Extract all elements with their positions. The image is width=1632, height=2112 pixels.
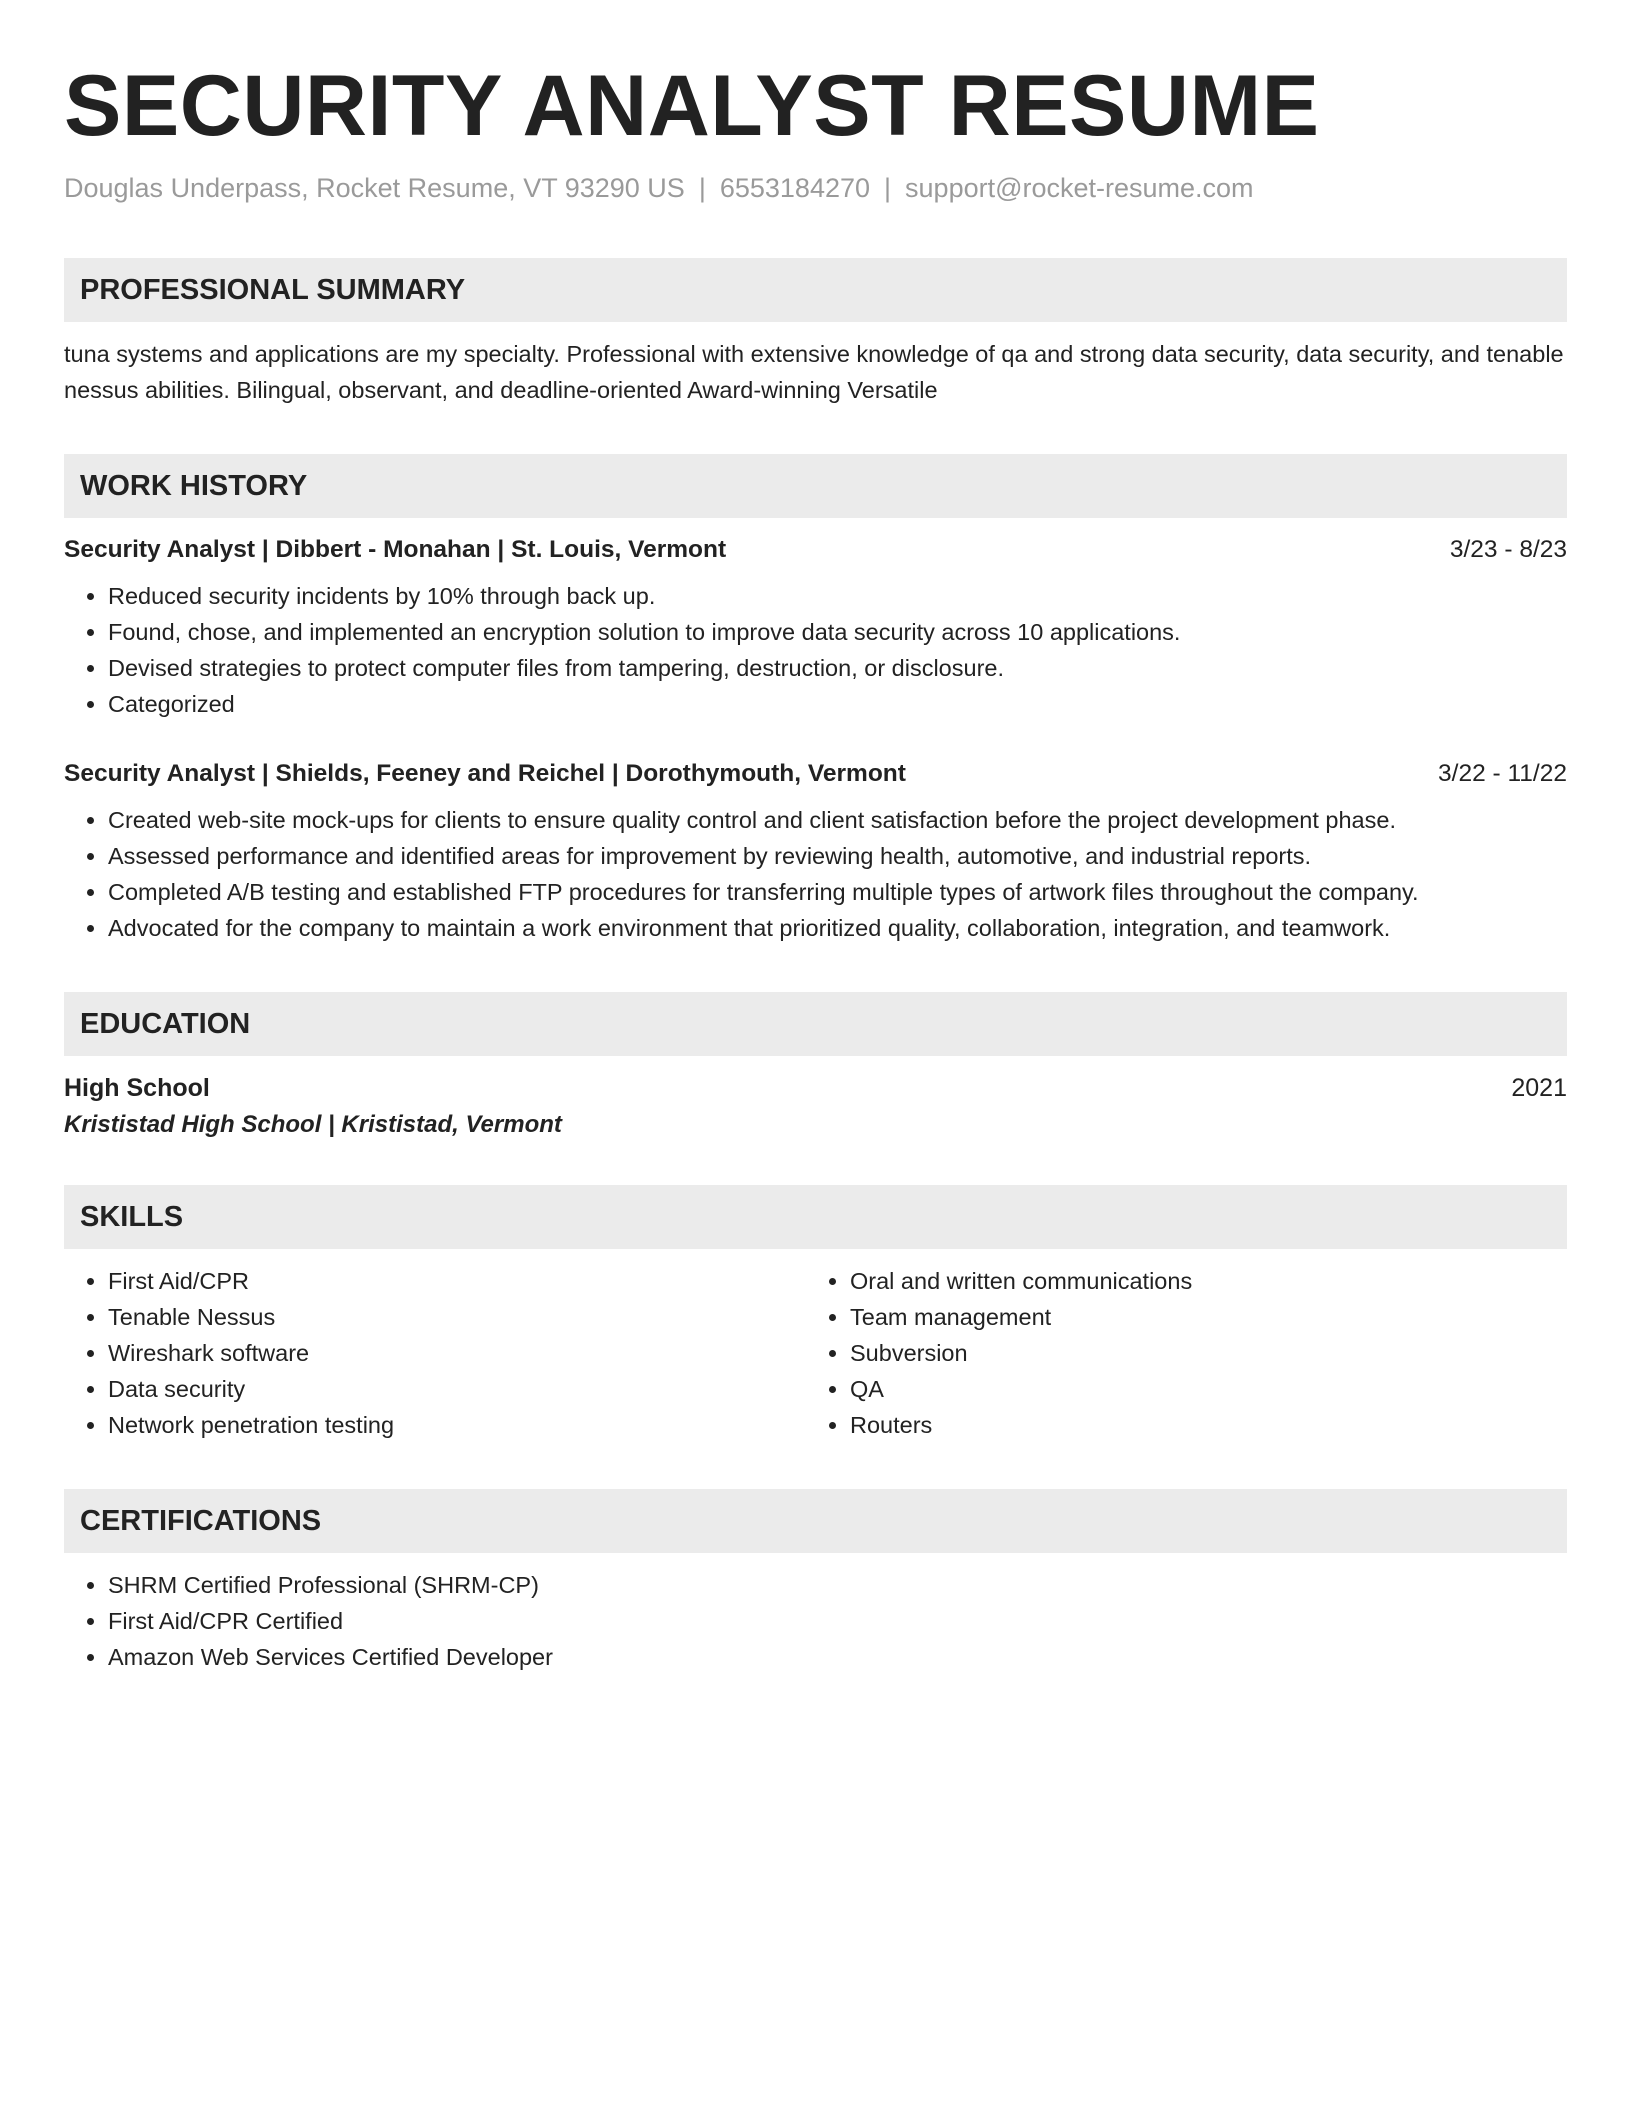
skill-item: • First Aid/CPR xyxy=(108,1263,806,1299)
contact-email: support@rocket-resume.com xyxy=(905,173,1254,203)
contact-phone: 6553184270 xyxy=(719,173,871,203)
skill-item: • Wireshark software xyxy=(108,1335,806,1371)
contact-separator: | xyxy=(698,173,706,203)
job-header xyxy=(64,536,1567,564)
contact-separator: | xyxy=(884,173,892,203)
skill-item: • Team management xyxy=(850,1299,1548,1335)
job-bullet: • Found, chose, and implemented an encryption solution to improve data security across 10 applications. xyxy=(108,614,1567,650)
skill-item: • Data security xyxy=(108,1371,806,1407)
education-school: Krististad High School | Krististad, Vermont xyxy=(64,1111,562,1138)
job-bullet: • Assessed performance and identified areas for improvement by reviewing health, automotive, and industrial reports. xyxy=(108,838,1567,874)
skills-list-left xyxy=(64,1263,806,1443)
job-bullet: • Created web-site mock-ups for clients to ensure quality control and client satisfaction before the project development phase. xyxy=(108,802,1567,838)
certification-item: • SHRM Certified Professional (SHRM-CP) xyxy=(108,1567,1567,1603)
resume-title: SECURITY ANALYST RESUME xyxy=(64,58,1320,154)
skills-grid xyxy=(64,1263,1567,1443)
job-bullet-list xyxy=(64,802,1567,946)
education-degree: High School xyxy=(64,1074,210,1102)
job-bullet: • Advocated for the company to maintain a work environment that prioritized quality, collaboration, integration, and teamwork. xyxy=(108,910,1567,946)
job-title: Security Analyst | Dibbert - Monahan | St. Louis, Vermont xyxy=(64,536,727,563)
skills-list-right xyxy=(806,1263,1548,1443)
job-bullet: • Completed A/B testing and established FTP procedures for transferring multiple types of artwork files throughout the company. xyxy=(108,874,1567,910)
job-dates: 3/23 - 8/23 xyxy=(1449,536,1567,563)
certification-item: • Amazon Web Services Certified Developer xyxy=(108,1639,1567,1675)
certifications-list xyxy=(64,1567,1567,1675)
contact-address: Douglas Underpass, Rocket Resume, VT 93290 US xyxy=(64,173,685,203)
job-header xyxy=(64,760,1567,788)
skill-item: • Subversion xyxy=(850,1335,1548,1371)
education-year: 2021 xyxy=(1511,1074,1567,1102)
job-bullet: • Reduced security incidents by 10% through back up. xyxy=(108,578,1567,614)
job-bullet-list xyxy=(64,578,1567,722)
contact-line xyxy=(64,170,1567,206)
certification-item: • First Aid/CPR Certified xyxy=(108,1603,1567,1639)
section-header-certifications: CERTIFICATIONS xyxy=(64,1489,1567,1553)
skill-item: • QA xyxy=(850,1371,1548,1407)
job-bullet: • Devised strategies to protect computer files from tampering, destruction, or disclosure. xyxy=(108,650,1567,686)
resume-page xyxy=(64,56,1567,1675)
section-header-skills: SKILLS xyxy=(64,1185,1567,1249)
education-header xyxy=(64,1074,1567,1103)
summary-text: tuna systems and applications are my specialty. Professional with extensive knowledge of qa and strong data security, data security, and tenable nessus abilities. Bilingual, observant, and deadline-oriented Award-winning Versatile xyxy=(64,341,1564,403)
job-bullet: • Categorized xyxy=(108,686,1567,722)
skill-item: • Network penetration testing xyxy=(108,1407,806,1443)
section-header-work-history: WORK HISTORY xyxy=(64,454,1567,518)
skill-item: • Oral and written communications xyxy=(850,1263,1548,1299)
job-dates: 3/22 - 11/22 xyxy=(1438,760,1567,787)
job-title: Security Analyst | Shields, Feeney and Reichel | Dorothymouth, Vermont xyxy=(64,760,906,787)
section-header-summary: PROFESSIONAL SUMMARY xyxy=(64,258,1567,322)
section-header-education: EDUCATION xyxy=(64,992,1567,1056)
skill-item: • Tenable Nessus xyxy=(108,1299,806,1335)
skill-item: • Routers xyxy=(850,1407,1548,1443)
